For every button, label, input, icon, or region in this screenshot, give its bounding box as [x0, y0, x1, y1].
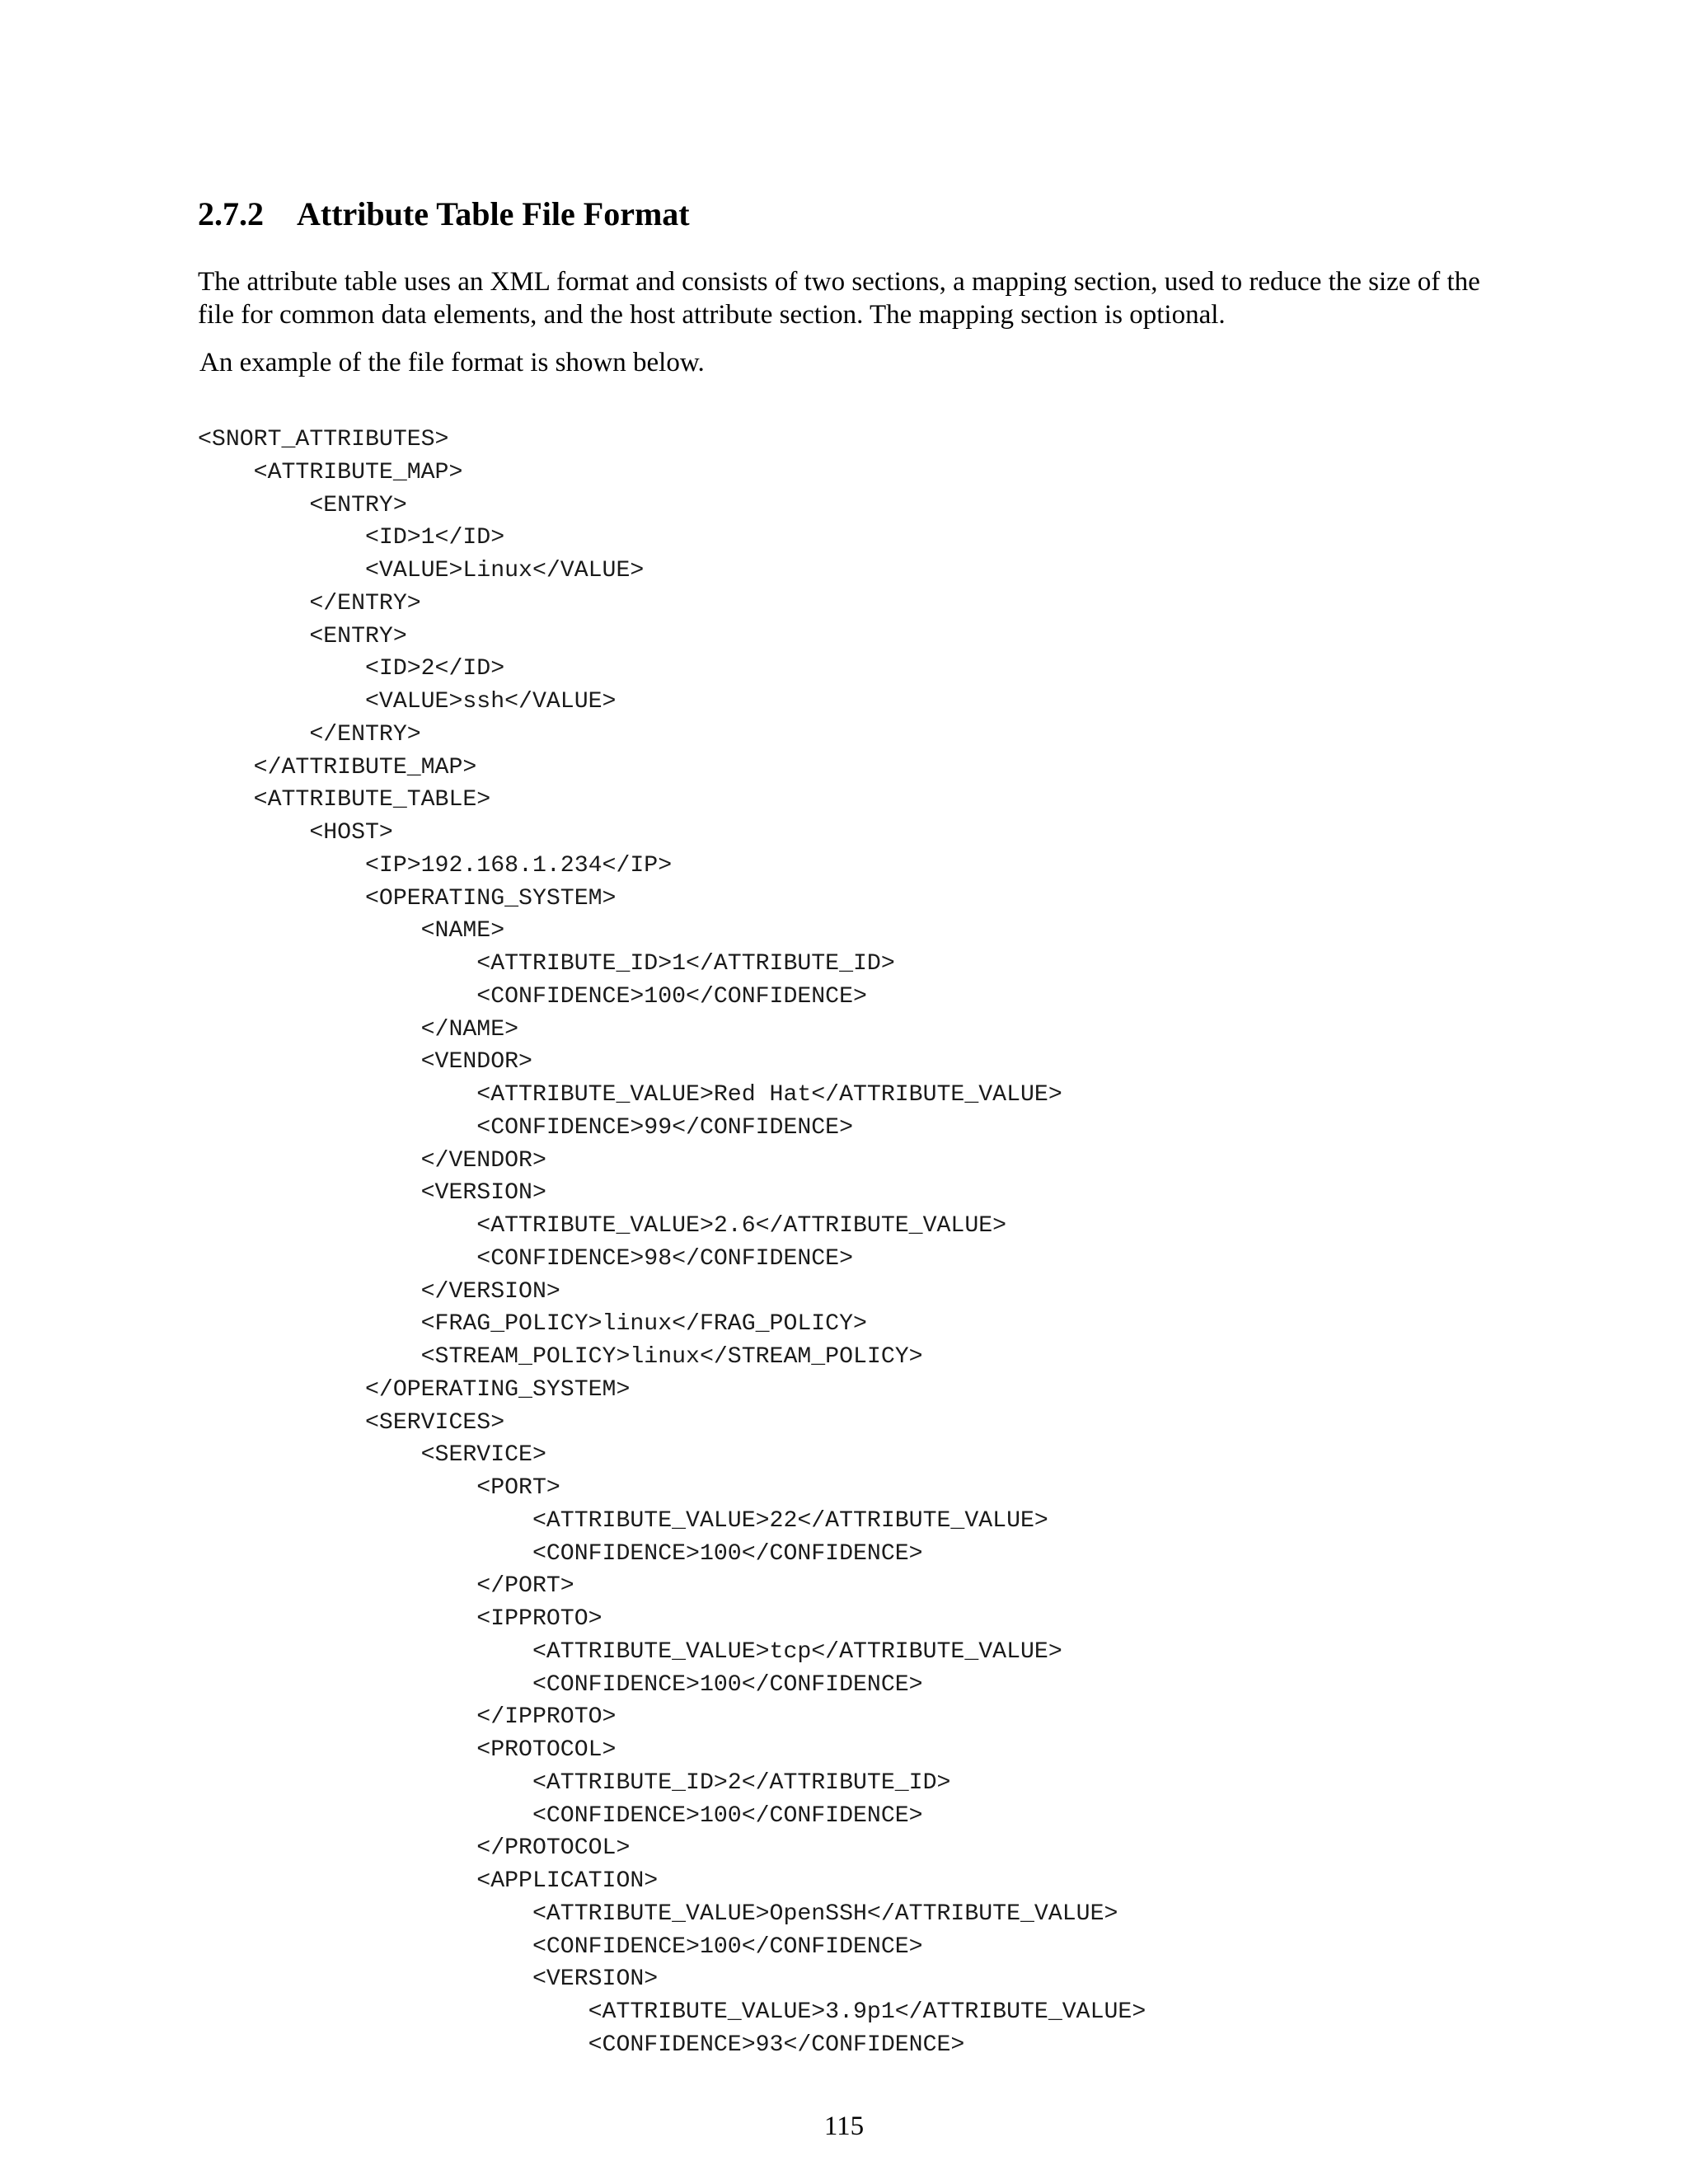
code-line: <FRAG_POLICY>linux</FRAG_POLICY> [198, 1311, 867, 1338]
code-line: <HOST> [198, 820, 393, 846]
code-line: </IPPROTO> [198, 1704, 617, 1731]
code-listing [198, 424, 1146, 2062]
code-line: <SERVICE> [198, 1442, 546, 1469]
code-line: <ENTRY> [198, 492, 407, 518]
code-line: </PROTOCOL> [198, 1835, 631, 1862]
code-line: <CONFIDENCE>99</CONFIDENCE> [198, 1114, 854, 1141]
code-line: <ID>1</ID> [198, 525, 505, 551]
code-line: <ATTRIBUTE_VALUE>OpenSSH</ATTRIBUTE_VALUE> [198, 1900, 1118, 1927]
code-line: <ATTRIBUTE_MAP> [198, 459, 463, 485]
code-line: </NAME> [198, 1016, 519, 1043]
code-line: <ATTRIBUTE_TABLE> [198, 787, 491, 813]
code-line: <VALUE>ssh</VALUE> [198, 689, 617, 715]
code-line: <IPPROTO> [198, 1606, 603, 1632]
code-line: </ENTRY> [198, 721, 421, 748]
code-line: <ATTRIBUTE_VALUE>Red Hat</ATTRIBUTE_VALUE> [198, 1082, 1062, 1108]
code-line: <VALUE>Linux</VALUE> [198, 558, 645, 583]
code-line: <VERSION> [198, 1180, 546, 1207]
code-line: <VERSION> [198, 1966, 659, 1993]
code-line: </ENTRY> [198, 590, 421, 616]
code-line: <ID>2</ID> [198, 656, 505, 682]
code-line: <SERVICES> [198, 1409, 505, 1436]
code-line: </OPERATING_SYSTEM> [198, 1376, 631, 1403]
code-line: </PORT> [198, 1573, 574, 1600]
code-line: <CONFIDENCE>98</CONFIDENCE> [198, 1245, 854, 1272]
code-line: </VERSION> [198, 1278, 560, 1305]
intro-paragraph: The attribute table uses an XML format and consists of two sections, a mapping section, used to reduce the size of the file for common data elements, and the host attribute section. The mapping section is optional. [198, 267, 1480, 330]
code-line: <IP>192.168.1.234</IP> [198, 852, 673, 879]
code-line: <OPERATING_SYSTEM> [198, 885, 617, 912]
code-line: <APPLICATION> [198, 1868, 659, 1894]
section-number: 2.7.2 [198, 195, 264, 232]
code-line: <ATTRIBUTE_VALUE>22</ATTRIBUTE_VALUE> [198, 1507, 1048, 1534]
code-line: <VENDOR> [198, 1049, 532, 1076]
section-title: Attribute Table File Format [297, 195, 690, 232]
code-line: </ATTRIBUTE_MAP> [198, 754, 477, 780]
code-line: <PROTOCOL> [198, 1737, 617, 1763]
code-line: <STREAM_POLICY>linux</STREAM_POLICY> [198, 1344, 923, 1370]
code-line: <ATTRIBUTE_ID>1</ATTRIBUTE_ID> [198, 951, 895, 977]
code-line: <CONFIDENCE>100</CONFIDENCE> [198, 1933, 923, 1960]
code-line: <SNORT_ATTRIBUTES> [198, 427, 449, 452]
code-line: <CONFIDENCE>100</CONFIDENCE> [198, 983, 867, 1010]
code-line: <CONFIDENCE>100</CONFIDENCE> [198, 1671, 923, 1698]
code-line: <CONFIDENCE>100</CONFIDENCE> [198, 1802, 923, 1829]
code-line: <ENTRY> [198, 623, 407, 649]
code-line: <CONFIDENCE>100</CONFIDENCE> [198, 1540, 923, 1567]
code-line: <ATTRIBUTE_VALUE>tcp</ATTRIBUTE_VALUE> [198, 1638, 1062, 1665]
example-sentence: An example of the file format is shown below. [199, 348, 705, 377]
page-number: 115 [823, 2111, 865, 2141]
code-line: <PORT> [198, 1475, 560, 1501]
code-line: <ATTRIBUTE_ID>2</ATTRIBUTE_ID> [198, 1769, 951, 1796]
code-line: <ATTRIBUTE_VALUE>2.6</ATTRIBUTE_VALUE> [198, 1213, 1007, 1239]
code-line: <ATTRIBUTE_VALUE>3.9p1</ATTRIBUTE_VALUE> [198, 1999, 1146, 2025]
code-line: </VENDOR> [198, 1147, 546, 1174]
section-heading [198, 191, 690, 237]
code-line: <CONFIDENCE>93</CONFIDENCE> [198, 2032, 965, 2058]
code-line: <NAME> [198, 918, 505, 944]
